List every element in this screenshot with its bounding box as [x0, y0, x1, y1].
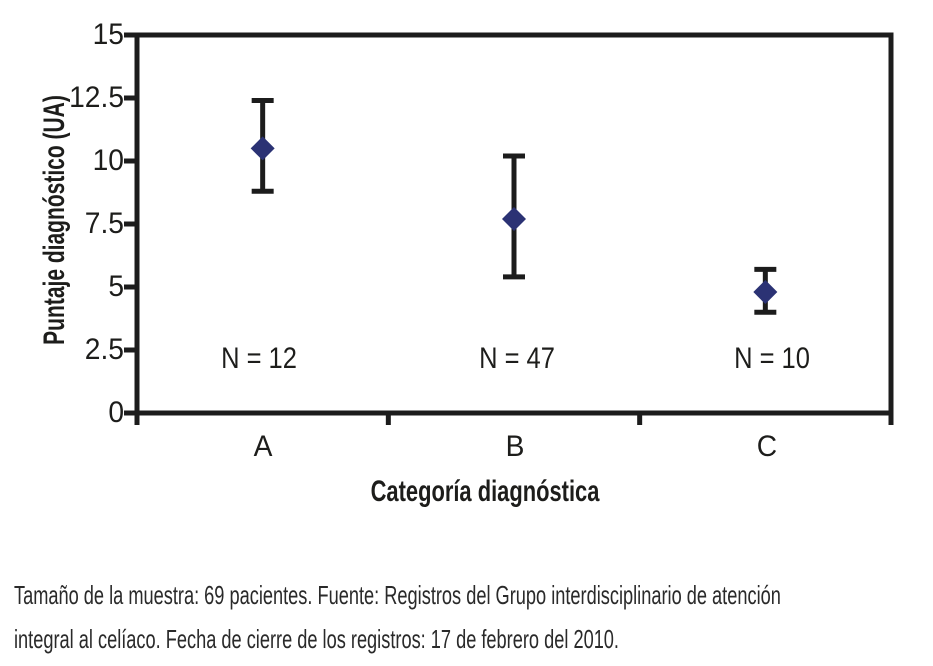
x-category-label: A — [253, 430, 273, 463]
n-label: N = 12 — [221, 342, 297, 375]
figure-caption-line-2: integral al celíaco. Fecha de cierre de los registros: 17 de febrero del 2010. — [14, 624, 619, 654]
y-axis-title: Puntaje diagnóstico (UA) — [38, 95, 71, 345]
n-label: N = 47 — [479, 342, 555, 375]
data-point-diamond — [753, 280, 777, 304]
data-point-diamond — [502, 207, 526, 231]
y-tick-label: 0 — [108, 396, 124, 429]
y-tick-label: 15 — [92, 18, 124, 51]
x-category-label: C — [756, 430, 778, 463]
y-tick-label: 2.5 — [84, 333, 124, 366]
y-tick-label: 12.5 — [69, 81, 124, 114]
data-point-diamond — [251, 136, 275, 160]
y-tick-label: 5 — [108, 270, 124, 303]
y-tick-label: 10 — [92, 144, 124, 177]
n-label: N = 10 — [734, 342, 810, 375]
x-axis-title: Categoría diagnóstica — [370, 475, 600, 508]
figure-caption-line-1: Tamaño de la muestra: 69 pacientes. Fuente: Registros del Grupo interdisciplinario de atención — [14, 580, 781, 610]
y-tick-label: 7.5 — [84, 207, 124, 240]
x-category-label: B — [505, 430, 525, 463]
